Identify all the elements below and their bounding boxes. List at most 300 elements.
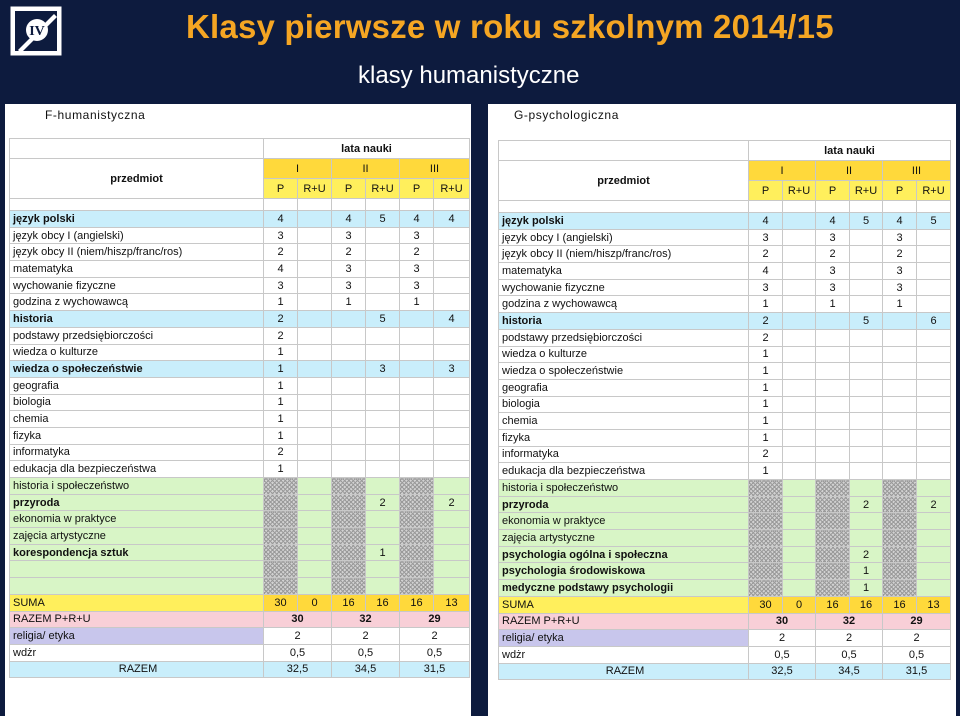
hours-cell — [264, 494, 298, 511]
hours-cell — [366, 528, 400, 545]
subject-row — [499, 396, 951, 413]
hours-cell: 3 — [816, 279, 850, 296]
hours-cell — [400, 578, 434, 595]
subject-name: wiedza o kulturze — [10, 344, 264, 361]
hours-cell — [783, 496, 816, 513]
suma-value: 30 — [264, 594, 298, 611]
subject-row — [10, 561, 470, 578]
hours-cell — [434, 511, 470, 528]
religia-value: 2 — [400, 628, 470, 645]
hours-cell: 2 — [749, 313, 783, 330]
hours-cell — [749, 563, 783, 580]
hours-cell — [883, 463, 917, 480]
hours-cell — [366, 227, 400, 244]
hours-cell — [400, 478, 434, 495]
spacer-cell — [366, 199, 400, 211]
subject-row — [10, 511, 470, 528]
hours-cell — [434, 444, 470, 461]
header — [0, 0, 960, 104]
hours-cell — [816, 580, 850, 597]
subject-name: chemia — [499, 413, 749, 430]
hours-cell — [332, 344, 366, 361]
hours-cell: 5 — [366, 211, 400, 228]
razem-value: 32,5 — [749, 663, 816, 680]
hours-cell — [298, 444, 332, 461]
hours-cell — [917, 546, 951, 563]
hours-cell: 2 — [264, 444, 298, 461]
hours-cell — [917, 530, 951, 547]
subject-name: język polski — [10, 211, 264, 228]
razem-value: 32,5 — [264, 661, 332, 678]
hours-cell — [366, 327, 400, 344]
suma-row — [499, 596, 951, 613]
hours-cell — [400, 528, 434, 545]
razem-row — [499, 663, 951, 680]
hours-cell: 1 — [264, 344, 298, 361]
hours-cell — [400, 361, 434, 378]
subject-name: zajęcia artystyczne — [10, 528, 264, 545]
subject-row — [10, 211, 470, 228]
hours-cell — [749, 546, 783, 563]
hours-cell — [366, 261, 400, 278]
subject-name: geografia — [499, 379, 749, 396]
hours-cell: 2 — [400, 244, 434, 261]
hours-cell — [816, 496, 850, 513]
spacer-row — [499, 201, 951, 213]
header-row — [10, 139, 470, 159]
subject-name: biologia — [499, 396, 749, 413]
razem-label: RAZEM — [10, 661, 264, 678]
hours-cell: 3 — [883, 263, 917, 280]
hours-cell — [850, 530, 883, 547]
hours-cell: 1 — [264, 361, 298, 378]
hours-cell — [366, 294, 400, 311]
razem-pru-row — [499, 613, 951, 630]
hours-cell — [850, 480, 883, 497]
spacer-cell — [264, 199, 298, 211]
razem-pru-value: 30 — [264, 611, 332, 628]
hours-cell — [434, 478, 470, 495]
hours-cell — [400, 394, 434, 411]
hours-cell: 4 — [264, 261, 298, 278]
hours-cell — [816, 379, 850, 396]
hours-cell: 3 — [434, 361, 470, 378]
hours-cell — [816, 429, 850, 446]
subject-row — [499, 296, 951, 313]
subject-name: ekonomia w praktyce — [10, 511, 264, 528]
subject-name: informatyka — [499, 446, 749, 463]
spacer-cell — [917, 201, 951, 213]
subject-row — [10, 544, 470, 561]
subject-name: wychowanie fizyczne — [10, 277, 264, 294]
hours-cell — [850, 413, 883, 430]
subject-name: wychowanie fizyczne — [499, 279, 749, 296]
hours-cell — [298, 528, 332, 545]
hours-cell — [850, 396, 883, 413]
panel-g-psychologiczna — [488, 104, 956, 716]
hours-cell — [298, 327, 332, 344]
hours-cell: 1 — [749, 296, 783, 313]
hours-cell: 1 — [883, 296, 917, 313]
hours-cell: 3 — [749, 279, 783, 296]
hours-cell — [783, 480, 816, 497]
hours-cell — [434, 277, 470, 294]
spacer-cell — [400, 199, 434, 211]
hours-cell — [749, 480, 783, 497]
wdzr-row — [10, 644, 470, 661]
hours-cell — [883, 513, 917, 530]
suma-value: 0 — [298, 594, 332, 611]
religia-value: 2 — [749, 630, 816, 647]
hours-cell — [434, 344, 470, 361]
hours-cell — [883, 396, 917, 413]
subject-row — [10, 361, 470, 378]
hours-cell — [917, 379, 951, 396]
hours-cell — [917, 429, 951, 446]
hours-cell: 1 — [264, 394, 298, 411]
hours-cell — [783, 213, 816, 230]
panel-title: F-humanistyczna — [45, 108, 146, 122]
hours-cell — [434, 227, 470, 244]
year-header: III — [400, 159, 470, 179]
razem-value: 31,5 — [400, 661, 470, 678]
ru-header: R+U — [434, 179, 470, 199]
hours-cell — [816, 463, 850, 480]
hours-cell: 1 — [400, 294, 434, 311]
hours-cell — [400, 461, 434, 478]
subject-row — [499, 446, 951, 463]
hours-cell — [434, 461, 470, 478]
religia-label: religia/ etyka — [10, 628, 264, 645]
spacer-cell — [298, 199, 332, 211]
hours-cell — [366, 478, 400, 495]
hours-cell — [400, 344, 434, 361]
year-header: III — [883, 161, 951, 181]
hours-cell: 5 — [850, 313, 883, 330]
hours-cell — [332, 394, 366, 411]
hours-cell: 1 — [749, 379, 783, 396]
spacer-cell — [434, 199, 470, 211]
hours-cell — [816, 329, 850, 346]
subject-row — [10, 411, 470, 428]
hours-cell — [298, 427, 332, 444]
hours-cell — [332, 361, 366, 378]
curriculum-table — [9, 138, 470, 678]
hours-cell — [298, 344, 332, 361]
hours-cell — [366, 561, 400, 578]
hours-cell: 2 — [883, 246, 917, 263]
hours-cell: 4 — [883, 213, 917, 230]
subject-row — [10, 277, 470, 294]
hours-cell: 3 — [400, 277, 434, 294]
hours-cell — [783, 546, 816, 563]
hours-cell — [400, 511, 434, 528]
panel-f-humanistyczna — [5, 104, 471, 716]
subject-row — [10, 294, 470, 311]
hours-cell — [332, 311, 366, 328]
razem-pru-label: RAZEM P+R+U — [10, 611, 264, 628]
hours-cell — [883, 563, 917, 580]
religia-row — [499, 630, 951, 647]
hours-cell — [883, 363, 917, 380]
hours-cell — [332, 427, 366, 444]
hours-cell — [883, 313, 917, 330]
suma-value: 16 — [816, 596, 850, 613]
hours-cell: 1 — [749, 413, 783, 430]
hours-cell — [917, 463, 951, 480]
hours-cell — [434, 327, 470, 344]
subject-row — [499, 263, 951, 280]
hours-cell: 1 — [850, 563, 883, 580]
hours-cell: 3 — [332, 261, 366, 278]
hours-cell — [298, 377, 332, 394]
logo-text: IV — [29, 24, 45, 39]
hours-cell: 4 — [434, 211, 470, 228]
subject-name: podstawy przedsiębiorczości — [10, 327, 264, 344]
hours-cell: 4 — [749, 263, 783, 280]
hours-cell — [883, 580, 917, 597]
hours-cell — [298, 261, 332, 278]
hours-cell: 1 — [264, 294, 298, 311]
razem-label: RAZEM — [499, 663, 749, 680]
hours-cell — [400, 544, 434, 561]
razem-value: 31,5 — [883, 663, 951, 680]
hours-cell — [850, 346, 883, 363]
hours-cell — [400, 444, 434, 461]
subject-name: fizyka — [499, 429, 749, 446]
lata-nauki-header: lata nauki — [749, 141, 951, 161]
header-blank — [499, 141, 749, 161]
suma-value: 30 — [749, 596, 783, 613]
subject-row — [10, 394, 470, 411]
hours-cell: 2 — [366, 494, 400, 511]
suma-label: SUMA — [499, 596, 749, 613]
subject-row — [10, 311, 470, 328]
panel-title: G-psychologiczna — [514, 108, 619, 122]
subject-name: medyczne podstawy psychologii — [499, 580, 749, 597]
subject-row — [499, 513, 951, 530]
hours-cell: 2 — [816, 246, 850, 263]
hours-cell — [434, 244, 470, 261]
hours-cell — [850, 513, 883, 530]
hours-cell — [850, 429, 883, 446]
hours-cell — [883, 546, 917, 563]
hours-cell: 2 — [264, 311, 298, 328]
hours-cell — [816, 413, 850, 430]
hours-cell — [434, 411, 470, 428]
subject-name — [10, 578, 264, 595]
subject-row — [499, 480, 951, 497]
hours-cell — [332, 478, 366, 495]
hours-cell — [917, 329, 951, 346]
hours-cell — [783, 346, 816, 363]
spacer-cell — [749, 201, 783, 213]
header-blank — [10, 139, 264, 159]
hours-cell: 2 — [850, 496, 883, 513]
hours-cell — [783, 246, 816, 263]
hours-cell — [816, 563, 850, 580]
subject-row — [10, 478, 470, 495]
subject-row — [499, 363, 951, 380]
subject-name: psychologia środowiskowa — [499, 563, 749, 580]
subject-row — [499, 563, 951, 580]
hours-cell — [366, 277, 400, 294]
hours-cell — [298, 561, 332, 578]
hours-cell — [366, 344, 400, 361]
spacer-cell — [783, 201, 816, 213]
subject-name: edukacja dla bezpieczeństwa — [10, 461, 264, 478]
hours-cell: 5 — [366, 311, 400, 328]
razem-pru-value: 29 — [883, 613, 951, 630]
hours-cell — [783, 446, 816, 463]
wdzr-value: 0,5 — [400, 644, 470, 661]
p-header: P — [883, 181, 917, 201]
hours-cell — [883, 379, 917, 396]
hours-cell: 3 — [264, 227, 298, 244]
wdzr-label: wdżr — [499, 646, 749, 663]
hours-cell — [749, 530, 783, 547]
hours-cell: 5 — [850, 213, 883, 230]
hours-cell — [816, 530, 850, 547]
subject-name: chemia — [10, 411, 264, 428]
subject-row — [10, 227, 470, 244]
hours-cell — [400, 427, 434, 444]
hours-cell — [917, 279, 951, 296]
hours-cell — [783, 530, 816, 547]
hours-cell: 3 — [883, 279, 917, 296]
lata-nauki-header: lata nauki — [264, 139, 470, 159]
p-header: P — [749, 181, 783, 201]
hours-cell: 1 — [749, 396, 783, 413]
wdzr-row — [499, 646, 951, 663]
header-row — [499, 141, 951, 161]
subject-name: język obcy I (angielski) — [10, 227, 264, 244]
wdzr-value: 0,5 — [883, 646, 951, 663]
hours-cell — [332, 411, 366, 428]
hours-cell — [816, 446, 850, 463]
hours-cell — [332, 461, 366, 478]
suma-value: 16 — [366, 594, 400, 611]
hours-cell — [749, 580, 783, 597]
razem-value: 34,5 — [816, 663, 883, 680]
razem-pru-value: 30 — [749, 613, 816, 630]
hours-cell: 3 — [264, 277, 298, 294]
subject-name: wiedza o kulturze — [499, 346, 749, 363]
subject-row — [499, 346, 951, 363]
hours-cell — [783, 563, 816, 580]
hours-cell — [366, 578, 400, 595]
subject-row — [10, 327, 470, 344]
hours-cell — [332, 578, 366, 595]
hours-cell — [850, 446, 883, 463]
subject-name: przyroda — [499, 496, 749, 513]
subject-row — [10, 344, 470, 361]
hours-cell — [264, 578, 298, 595]
subject-name: matematyka — [499, 263, 749, 280]
hours-cell — [783, 513, 816, 530]
hours-cell — [400, 327, 434, 344]
spacer-cell — [850, 201, 883, 213]
hours-cell: 1 — [264, 377, 298, 394]
hours-cell — [783, 463, 816, 480]
hours-cell — [850, 329, 883, 346]
subject-row — [499, 246, 951, 263]
hours-cell — [366, 427, 400, 444]
suma-value: 16 — [850, 596, 883, 613]
razem-pru-row — [10, 611, 470, 628]
hours-cell — [917, 563, 951, 580]
subject-name: język polski — [499, 213, 749, 230]
hours-cell: 2 — [264, 244, 298, 261]
hours-cell — [917, 246, 951, 263]
hours-cell: 1 — [264, 411, 298, 428]
subject-row — [10, 528, 470, 545]
hours-cell — [917, 513, 951, 530]
hours-cell — [816, 513, 850, 530]
subject-row — [10, 377, 470, 394]
subject-name: wiedza o społeczeństwie — [499, 363, 749, 380]
hours-cell — [783, 313, 816, 330]
hours-cell: 2 — [749, 329, 783, 346]
hours-cell — [883, 429, 917, 446]
subject-row — [499, 496, 951, 513]
hours-cell — [264, 561, 298, 578]
hours-cell: 3 — [332, 227, 366, 244]
wdzr-value: 0,5 — [749, 646, 816, 663]
hours-cell — [850, 279, 883, 296]
subject-row — [499, 313, 951, 330]
subject-row — [499, 329, 951, 346]
hours-cell — [366, 394, 400, 411]
hours-cell — [400, 494, 434, 511]
hours-cell — [850, 263, 883, 280]
hours-cell — [783, 580, 816, 597]
hours-cell — [883, 346, 917, 363]
subject-name: podstawy przedsiębiorczości — [499, 329, 749, 346]
hours-cell: 5 — [917, 213, 951, 230]
hours-cell — [816, 313, 850, 330]
hours-cell — [332, 444, 366, 461]
hours-cell — [366, 461, 400, 478]
razem-pru-value: 32 — [816, 613, 883, 630]
hours-cell — [434, 528, 470, 545]
hours-cell: 4 — [434, 311, 470, 328]
hours-cell — [434, 394, 470, 411]
suma-value: 0 — [783, 596, 816, 613]
religia-value: 2 — [332, 628, 400, 645]
hours-cell — [783, 229, 816, 246]
subject-name: informatyka — [10, 444, 264, 461]
subject-name: historia i społeczeństwo — [10, 478, 264, 495]
spacer-cell — [499, 201, 749, 213]
hours-cell — [816, 363, 850, 380]
hours-cell — [850, 379, 883, 396]
subject-row — [499, 546, 951, 563]
spacer-cell — [816, 201, 850, 213]
hours-cell — [816, 396, 850, 413]
hours-cell — [783, 263, 816, 280]
hours-cell — [434, 377, 470, 394]
subject-row — [499, 279, 951, 296]
spacer-cell — [332, 199, 366, 211]
hours-cell: 1 — [749, 463, 783, 480]
suma-value: 13 — [917, 596, 951, 613]
hours-cell — [749, 496, 783, 513]
hours-cell — [264, 528, 298, 545]
hours-cell — [298, 494, 332, 511]
hours-cell — [917, 363, 951, 380]
hours-cell: 3 — [332, 277, 366, 294]
